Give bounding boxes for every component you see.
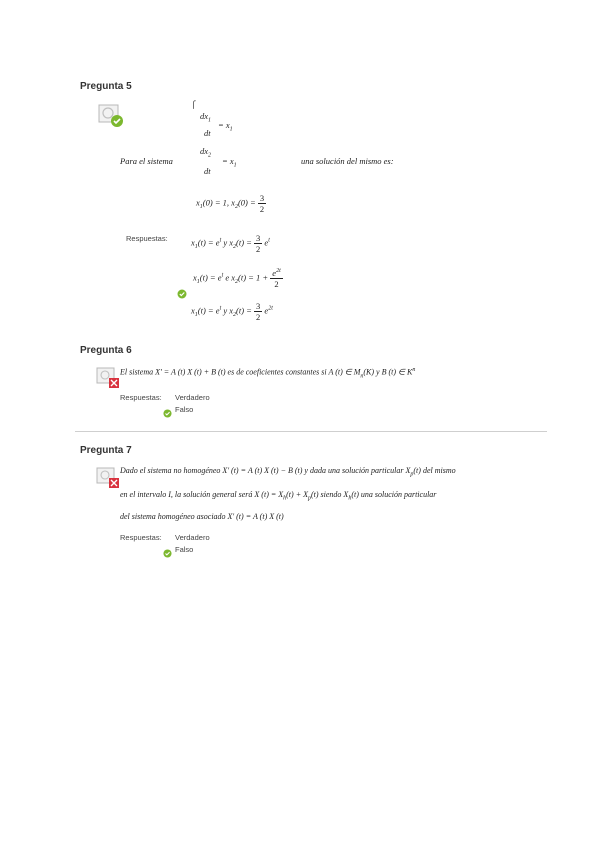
section-divider <box>75 431 547 432</box>
eq2-dx2: $dx_2$ <box>200 146 212 159</box>
question-7-line-2: en el intervalo I, la solución general será X $(t) = X_h(t) + X_p(t)$ siendo $X_h(t)$ una solución particular <box>120 490 437 502</box>
q5-answer-2[interactable]: $x_1(t) = e^t$ e $x_2(t) = 1$ + $\frac{e^{2t}}{2}$ <box>193 268 281 289</box>
q7-responses-label: Respuestas: <box>120 533 162 542</box>
q7-option-false[interactable]: Falso <box>175 545 194 554</box>
q6-option-false[interactable]: Falso <box>175 405 194 414</box>
q6-responses-label: Respuestas: <box>120 393 162 402</box>
solution-label: una solución del mismo es: <box>301 156 394 166</box>
q5-answer-1[interactable]: $x_1(t) = e^t$ y $x_2(t)$ = $\frac{3}{2}$ $e^t$ <box>191 233 270 254</box>
eq1-rhs: = $x_1$ <box>218 120 233 133</box>
question-5-title: Pregunta 5 <box>80 81 132 92</box>
q5-answer-3[interactable]: $x_1(t) = e^t$ y $x_2(t)$ = $\frac{3}{2}$ $e^{2t}$ <box>191 301 273 322</box>
eq2-rhs: = $x_1$ <box>222 156 237 169</box>
question-6-title: Pregunta 6 <box>80 345 132 356</box>
initial-conditions: $x_1(0) = 1$, $x_2(0)$ = $\frac{3}{2}$ <box>196 193 265 214</box>
correct-answer-check-icon <box>163 405 172 423</box>
question-7-line-1: Dado el sistema no homogéneo X' (t) = A (t) X (t) − B (t) y dada una solución particular $X_p(t)$ del mismo <box>120 466 456 478</box>
q7-option-true[interactable]: Verdadero <box>175 533 210 542</box>
q6-option-true[interactable]: Verdadero <box>175 393 210 402</box>
system-brace: ⎧ <box>191 101 197 109</box>
question-6-statement: El sistema X' = A (t) X (t) + B (t) es de coeficientes constantes si A (t) ∈ $M_n(K)$ y B (t) ∈ $K^n$ <box>120 367 416 380</box>
correct-answer-check-icon <box>177 286 187 304</box>
system-label: Para el sistema <box>120 156 173 166</box>
question-7-line-3: del sistema homogéneo asociado X' (t) = A (t) X (t) <box>120 512 284 521</box>
question-incorrect-icon <box>96 367 120 394</box>
question-7-title: Pregunta 7 <box>80 445 132 456</box>
eq1-dt: dt <box>204 128 211 138</box>
correct-answer-check-icon <box>163 545 172 563</box>
eq1-dx1: $dx_1$ <box>200 111 212 124</box>
q5-responses-label: Respuestas: <box>126 234 168 243</box>
question-incorrect-icon <box>96 467 120 494</box>
question-correct-icon <box>98 104 124 133</box>
eq2-dt: dt <box>204 166 211 176</box>
